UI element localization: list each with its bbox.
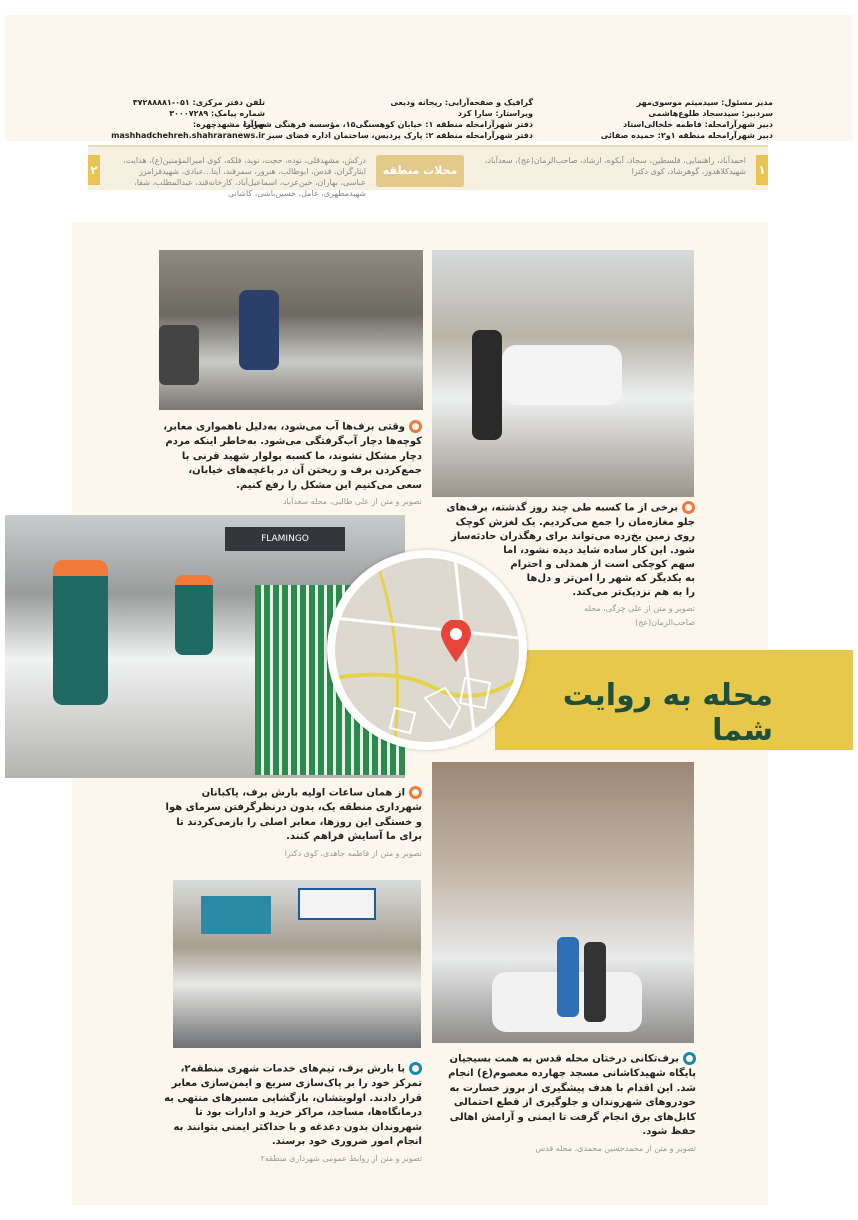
person-figure — [584, 942, 606, 1022]
story-credit: تصویر و متن از روابط عمومی شهرداری منطقه۲ — [260, 1153, 422, 1163]
district-number-2: ۲ — [88, 155, 100, 185]
banner-title: محله به روایت شما — [562, 678, 773, 748]
story-caption — [432, 1052, 696, 1156]
story-text: از همان ساعات اولیه بارش برف، پاکبانان شهرداری منطقه یک، بدون درنظرگرفتن سرمای هوا و خستگی این روزها، معابر اصلی را بازمی‌کردند تا برای ما آسایش فراهم کنند. — [165, 787, 422, 842]
story-credit: تصویر و متن از فاطمه جاهدی، کوی دکترا — [284, 848, 422, 858]
masthead-line: مدیر مسئول: سیدمیثم موسوی‌مهر — [636, 98, 773, 107]
masthead — [5, 15, 853, 141]
car-shape — [502, 345, 622, 405]
photo-shop-worker-snow — [159, 250, 423, 410]
masthead-line: سایت مشهدچهره: — [192, 120, 265, 129]
masthead-line: دفتر شهرآرامحله منطقه ۱: خیابان کوهسنگی۱۵، مؤسسه فرهنگی شهرآرا — [243, 120, 533, 129]
map-pin-icon — [441, 620, 471, 666]
person-figure — [239, 290, 279, 370]
district-2-areas: درکش، مشهدقلی، نوده، حجت، نوید، فلکه، کوی امیرالمؤمنین(ع)، هدایت، ایثارگران، قدس، ابوطالب، هنرور، سمرقند، آیتا...عبادی، شهیدفرامرز عباسی، بهاران، خین‌عرب، اسماعیل‌آباد، کارخانه‌قند، عبدالمطلب، شفا، شهیدمطهری، عامل، حسین‌باشی، کاشانی — [123, 156, 366, 198]
masthead-editors — [601, 97, 773, 141]
car-shape — [159, 325, 199, 385]
photo-tree-snow-shaking — [432, 762, 694, 1043]
masthead-contact — [111, 97, 265, 141]
district-1-areas: احمدآباد، راهنمایی، فلسطین، سجاد، آبکوه، ارشاد، صاحب‌الزمان(عج)، سعدآباد، شهیدکلاهدوز، گوهرشاد، کوی دکترا — [484, 156, 746, 176]
billboard — [298, 888, 376, 920]
masthead-line: دبیر شهرآرامحله منطقه ۱و۲: حمیده صفائی — [600, 131, 773, 140]
story-caption — [160, 1062, 422, 1166]
billboard — [201, 896, 271, 934]
masthead-offices — [243, 97, 533, 141]
blue-circle-icon — [409, 1062, 422, 1075]
story-credit: تصویر و متن از علی طالبی، محله سعدآباد — [282, 497, 422, 506]
story-caption — [160, 420, 422, 510]
photo-shopkeeper-shoveling — [432, 250, 694, 497]
website-link[interactable]: mashhadchehreh.shahraranews.ir — [111, 131, 265, 140]
sweeper-figure — [53, 560, 108, 705]
story-text: برف‌تکانی درختان محله قدس به همت بسیجیان پایگاه شهیدکاشانی مسجد چهارده معصوم(ع) انجام شد. این اقدام با هدف پیشگیری از بروز خسارت به خودروهای شهروندان و جلوگیری از قطع احتمالی کابل‌های برق انجام گرفت تا ایمنی و آرامش اهالی حفظ شود. — [448, 1053, 696, 1137]
story-credit: تصویر و متن از علی چزگی، محله صاحب‌الزمان(عج) — [584, 603, 695, 627]
sweeper-figure — [175, 575, 213, 655]
masthead-line: دبیر شهرآرامحله: فاطمه خلخالی‌استاد — [623, 120, 773, 129]
orange-circle-icon — [682, 501, 695, 514]
masthead-line: ویراستار: سارا کرد — [457, 109, 533, 118]
photo-district2-square — [173, 880, 421, 1048]
person-figure — [472, 330, 502, 440]
story-caption — [160, 786, 422, 861]
masthead-line: شماره پیامک: ۳۰۰۰۷۲۸۹ — [169, 109, 265, 118]
district-number-1: ۱ — [756, 155, 768, 185]
section-tag: محلات منطقه ما — [376, 155, 464, 187]
masthead-line: سردبیر: سیدسجاد طلوع‌هاشمی — [648, 109, 773, 118]
districts-strip — [88, 145, 768, 209]
story-text: وقتی برف‌ها آب می‌شود، به‌دلیل ناهمواری معابر، کوچه‌ها دچار آب‌گرفتگی می‌شود. به‌خاطر اینکه مردم دچار مشکل نشوند، ما کسبه بولوار شهید قرنی با جمع‌کردن برف و ریختن آن در باغچه‌های خیابان، سعی می‌کنیم این مشکل را رفع کنیم. — [163, 421, 422, 491]
masthead-line: دفتر شهرآرامحله منطقه ۲: پارک پردیس، ساختمان اداره فضای سبز — [266, 131, 533, 140]
orange-circle-icon — [409, 786, 422, 799]
map-roads — [335, 558, 519, 742]
person-figure — [557, 937, 579, 1017]
blue-circle-icon — [683, 1052, 696, 1065]
section-banner — [495, 650, 853, 750]
map-illustration — [327, 550, 527, 750]
story-text: با بارش برف، تیم‌های خدمات شهری منطقه۲، تمرکز خود را بر پاک‌سازی سریع و ایمن‌سازی معابر قرار دادند. اولویتشان، بازگشایی مسیرهای منتهی به درمانگاه‌ها، مساجد، مراکز خرید و ادارات بود تا شهروندان بدون دغدغه و با حداکثر ایمنی بتوانند به انجام امور ضروری خود برسند. — [164, 1063, 422, 1147]
masthead-line: تلفن دفتر مرکزی: ۰۵۱-۳۷۲۸۸۸۸۱ — [132, 98, 265, 107]
orange-circle-icon — [409, 420, 422, 433]
masthead-line: گرافیک و صفحه‌آرایی: ریحانه ودیعی — [390, 98, 533, 107]
shop-sign: FLAMINGO — [225, 527, 345, 551]
story-text: برخی از ما کسبه طی چند روز گذشته، برف‌های جلو مغازه‌مان را جمع می‌کردیم. یک لغزش کوچک روی زمین یخ‌زده می‌تواند برای رهگذران حادثه‌ساز شود. این کار ساده شاید دیده نشود، اما سهم کوچکی است از همدلی و احترام به یکدیگر که شهر را امن‌تر و دل‌ها را به هم نزدیک‌تر می‌کند. — [446, 502, 695, 598]
story-credit: تصویر و متن از محمدحسین محمدی، محله قدس — [535, 1143, 696, 1153]
